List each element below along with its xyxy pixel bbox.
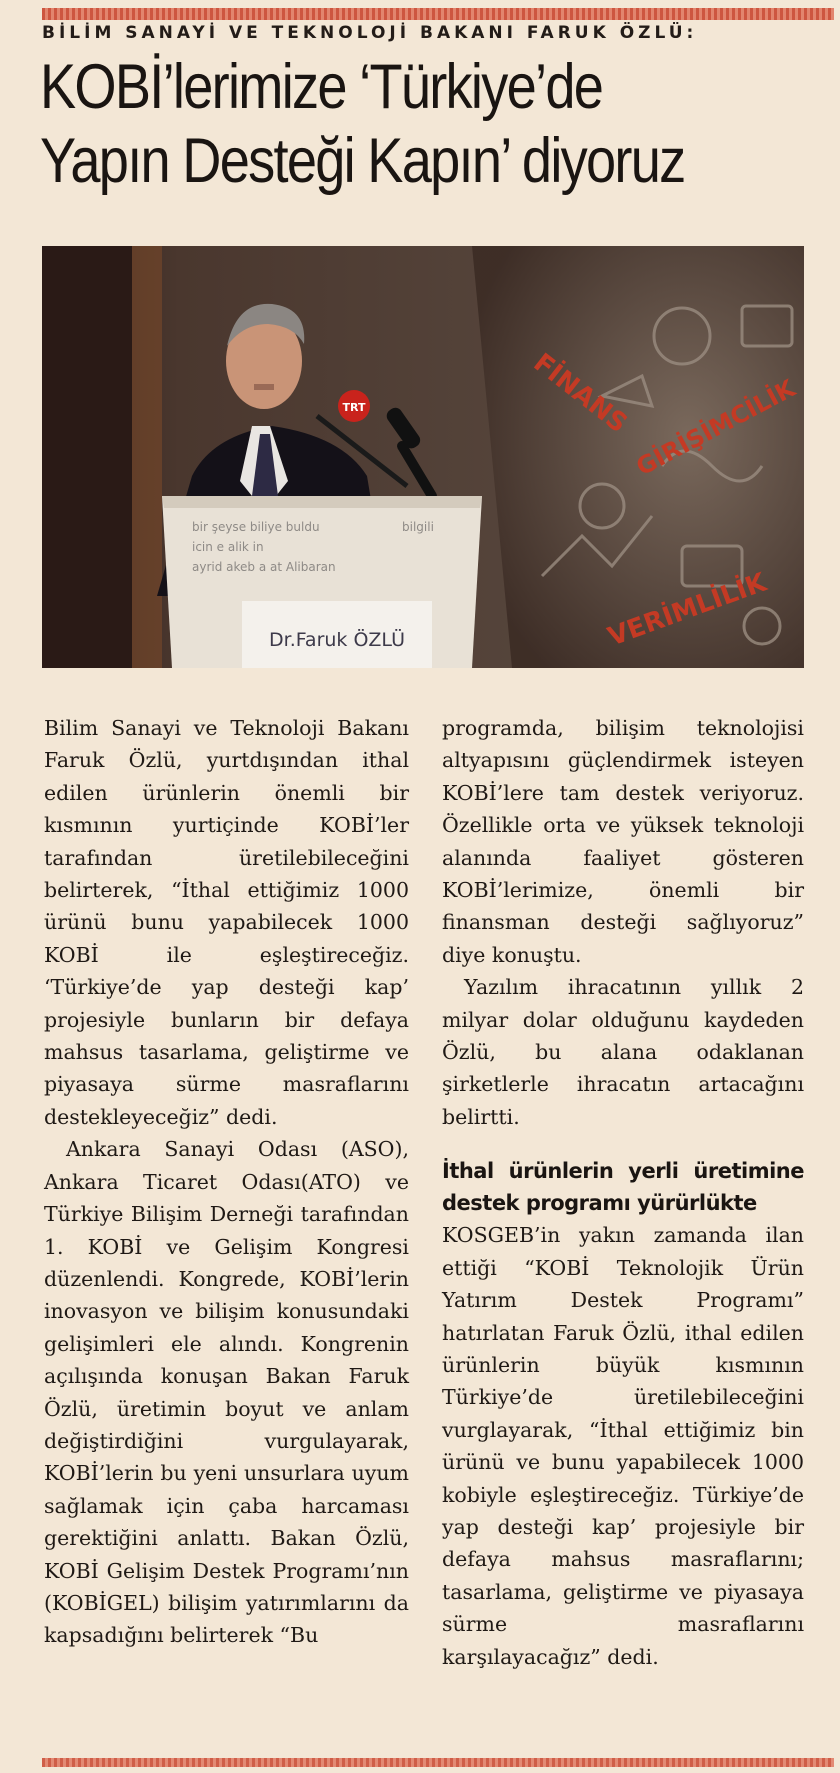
lectern-text-1: bir şeyse biliye buldu	[192, 520, 320, 534]
headline-line-2: Yapın Desteği Kapın’ diyoruz	[40, 126, 685, 196]
article-photo	[42, 246, 804, 668]
article-column-right	[442, 712, 804, 1673]
article-column-left	[44, 712, 409, 1652]
paragraph: programda, bilişim teknolojisi altyapısını güçlendirmek isteyen KOBİ’lere tam destek veriyoruz. Özellikle orta ve yüksek teknoloji alanında faaliyet gösteren KOBİ’lerimize, önemli bir finansman desteği sağlıyoruz” diye konuştu.	[442, 716, 804, 967]
top-decorative-rule	[42, 8, 834, 20]
lectern-text-2: icin e alik in	[192, 540, 264, 554]
article-kicker: BİLİM SANAYİ VE TEKNOLOJİ BAKANI FARUK ÖZLÜ:	[42, 23, 698, 43]
lectern-text-3: ayrid akeb a at Alibaran	[192, 560, 336, 574]
photo-illustration	[42, 246, 804, 668]
backdrop-word-verim: VERİMLİLİK	[604, 567, 771, 653]
article-subheading: İthal ürünlerin yerli üretimine destek programı yürürlükte	[442, 1159, 804, 1216]
paragraph: KOSGEB’in yakın zamanda ilan ettiği “KOBİ Teknolojik Ürün Yatırım Destek Programı” hatırlatan Faruk Özlü, ithal edilen ürünlerin büyük kısmının Türkiye’de üretilebileceğini vurglayarak, “İthal ettiğimiz bin ürünü ve bunu yapabilecek 1000 kobiyle eşleştireceğiz. Türkiye’de yap desteği kap’ projesiyle bir defaya mahsus masraflarını; tasarlama, geliştirme ve piyasaya sürme masraflarını karşılayacağız” dedi.	[442, 1223, 804, 1669]
backdrop-word-finans: FİNANS	[527, 347, 633, 440]
nameplate-text: Dr.Faruk ÖZLÜ	[269, 629, 405, 651]
headline-line-1: KOBİ’lerimize ‘Türkiye’de	[40, 52, 603, 122]
paragraph: Bilim Sanayi ve Teknoloji Bakanı Faruk Özlü, yurtdışından ithal edilen ürünlerin önemli bir kısmının yurtiçinde KOBİ’ler tarafından üretilebileceğini belirterek, “İthal ettiğimiz 1000 ürünü bunu yapabilecek 1000 KOBİ ile eşleştireceğiz. ‘Türkiye’de yap desteği kap’ projesiyle bunların bir defaya mahsus tasarlama, geliştirme ve piyasaya sürme masraflarını destekleyeceğiz” dedi.	[44, 716, 409, 1129]
paragraph: Ankara Sanayi Odası (ASO), Ankara Ticaret Odası(ATO) ve Türkiye Bilişim Derneği tarafından 1. KOBİ ve Gelişim Kongresi düzenlendi. Kongrede, KOBİ’lerin inovasyon ve bilişim konusundaki gelişimleri ele alındı. Kongrenin açılışında konuşan Bakan Faruk Özlü, üretimin boyut ve anlam değiştirdiğini vurgulayarak, KOBİ’lerin bu yeni unsurlara uyum sağlamak için çaba harcaması gerektiğini anlattı. Bakan Özlü, KOBİ Gelişim Destek Programı’nın (KOBİGEL) bilişim yatırımlarını da kapsadığını belirterek “Bu	[44, 1137, 409, 1648]
mic-badge-text: TRT	[342, 401, 366, 414]
article-headline	[40, 50, 719, 198]
lectern-text-4: bilgili	[402, 520, 434, 534]
backdrop-word-girisim: GİRİŞİMCİLİK	[631, 374, 800, 482]
bottom-decorative-rule	[42, 1758, 834, 1767]
paragraph: Yazılım ihracatının yıllık 2 milyar dolar olduğunu kaydeden Özlü, bu alana odaklanan şirketlerle ihracatın artacağını belirtti.	[442, 975, 804, 1129]
